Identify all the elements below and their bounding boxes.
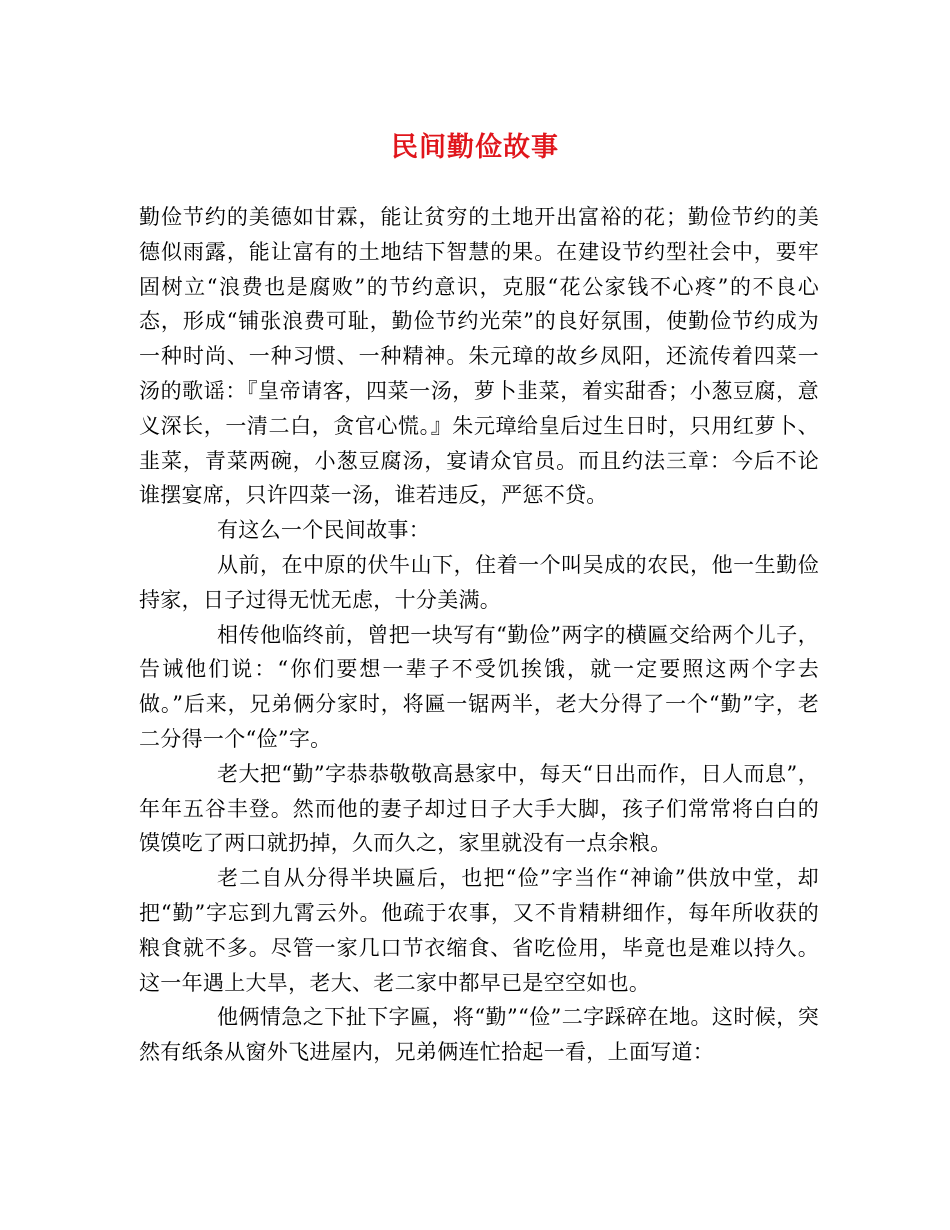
paragraph-intro: 勤俭节约的美德如甘霖，能让贫穷的土地开出富裕的花；勤俭节约的美德似雨露，能让富有的土地结下智慧的果。在建设节约型社会中，要牢固树立“浪费也是腐败”的节约意识，克服“花公家钱不心疼”的不良心态，形成“铺张浪费可耻，勤俭节约光荣”的良好氛围，使勤俭节约成为一种时尚、一种习惯、一种精神。朱元璋的故乡凤阳，还流传着四菜一汤的歌谣：『皇帝请客，四菜一汤，萝卜韭菜，着实甜香；小葱豆腐，意义深长，一清二白，贪官心慌。』朱元璋给皇后过生日时，只用红萝卜、韭菜，青菜两碗，小葱豆腐汤，宴请众官员。而且约法三章：今后不论谁摆宴席，只许四菜一汤，谁若违反，严惩不贷。 [139,205,819,508]
paragraph-note: 他俩情急之下扯下字匾，将“勤”“俭”二字踩碎在地。这时候，突然有纸条从窗外飞进屋内，兄弟俩连忙拾起一看，上面写道： [139,1005,819,1065]
document-title: 民间勤俭故事 [391,132,559,163]
document-body [139,200,819,1070]
paragraph-younger-brother: 老二自从分得半块匾后，也把“俭”字当作“神谕”供放中堂，却把“勤”字忘到九霄云外。他疏于农事，又不肯精耕细作，每年所收获的粮食就不多。尽管一家几口节衣缩食、省吃俭用，毕竟也是难以持久。这一年遇上大旱，老大、老二家中都早已是空空如也。 [139,866,819,995]
paragraph-plaque: 相传他临终前，曾把一块写有“勤俭”两字的横匾交给两个儿子，告诫他们说：“你们要想一辈子不受饥挨饿，就一定要照这两个字去做。”后来，兄弟俩分家时，将匾一锯两半，老大分得了一个“勤”字，老二分得一个“俭”字。 [139,622,819,751]
paragraph-wucheng: 从前，在中原的伏牛山下，住着一个叫吴成的农民，他一生勤俭持家，日子过得无忧无虑，十分美满。 [139,552,819,612]
paragraph-story-lead: 有这么一个民间故事： [217,518,430,543]
paragraph-elder-brother: 老大把“勤”字恭恭敬敬高悬家中，每天“日出而作，日人而息”，年年五谷丰登。然而他的妻子却过日子大手大脚，孩子们常常将白白的馍馍吃了两口就扔掉，久而久之，家里就没有一点余粮。 [139,761,819,856]
